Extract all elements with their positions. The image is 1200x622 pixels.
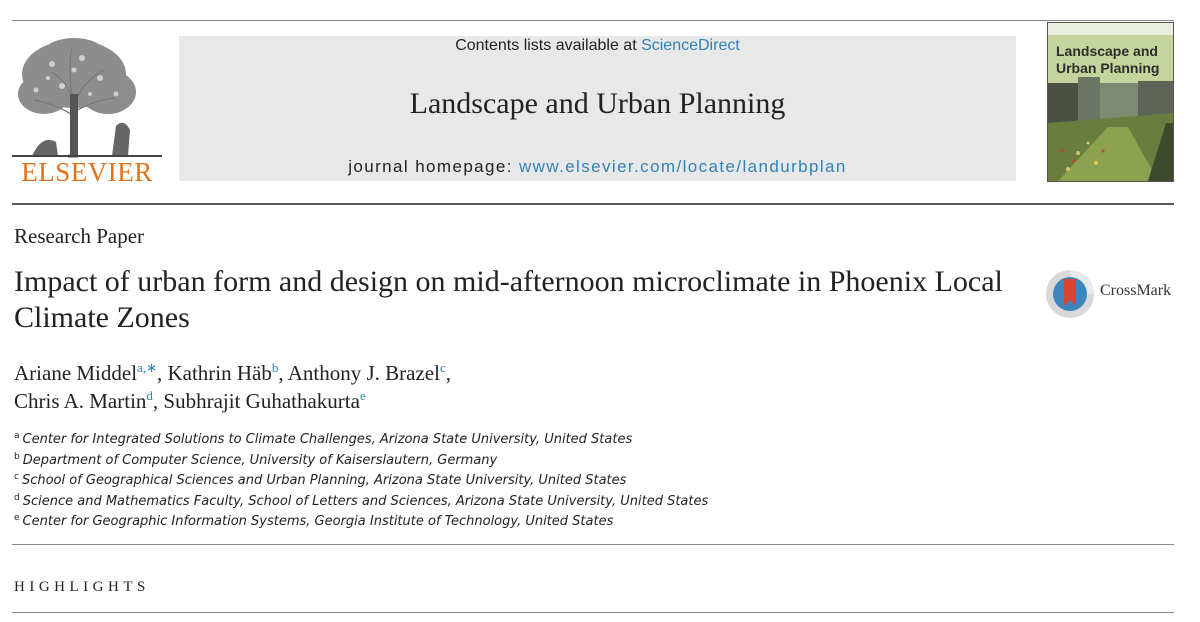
article-title: Impact of urban form and design on mid-afternoon microclimate in Phoenix Local Climate Zones — [14, 265, 1003, 334]
affiliation-item: $^a$ Center for Integrated Solutions to Climate Challenges, Arizona State University, United States — [14, 431, 633, 447]
author[interactable]: Anthony J. Brazel$^c$ — [287, 360, 446, 385]
header-bottom-rule — [12, 203, 1174, 205]
author-affiliation-mark[interactable]: c — [439, 360, 446, 375]
author[interactable]: Ariane Middel$^{a,∗}$ — [14, 360, 157, 385]
section-divider-bottom — [12, 612, 1174, 613]
crossmark-badge[interactable] — [1044, 268, 1174, 318]
article-type: Research Paper — [14, 224, 145, 248]
cover-title: Landscape and Urban Planning — [1056, 43, 1160, 76]
section-divider — [12, 544, 1174, 545]
affiliation-list — [14, 428, 1014, 531]
affiliation-item: $^e$ Center for Geographic Information Systems, Georgia Institute of Technology, United States — [14, 513, 614, 529]
highlights-heading: HIGHLIGHTS — [14, 579, 150, 595]
author-list: Ariane Middel$^{a,∗}$, Kathrin Häb$^b$, Anthony J. Brazel$^c$, Chris A. Martin$^d$, Subhrajit Guhathakurta$^e$ — [14, 360, 451, 413]
author-affiliation-mark[interactable]: d — [146, 388, 153, 403]
header-top-rule — [12, 20, 1174, 21]
homepage-label: journal homepage: — [348, 157, 519, 176]
author-affiliation-mark[interactable]: b — [271, 360, 279, 375]
affiliation-item: $^b$ Department of Computer Science, University of Kaiserslautern, Germany — [14, 451, 498, 468]
contents-line — [179, 36, 1016, 56]
affiliation-item: $^d$ Science and Mathematics Faculty, School of Letters and Sciences, Arizona State University, United States — [14, 492, 709, 509]
sciencedirect-link[interactable]: ScienceDirect — [641, 37, 740, 54]
journal-title: Landscape and Urban Planning — [409, 87, 786, 120]
author[interactable]: Kathrin Häb$^b$ — [167, 360, 279, 385]
author[interactable]: Subhrajit Guhathakurta$^e$ — [163, 388, 366, 413]
crossmark-icon — [1044, 268, 1096, 320]
homepage-link[interactable]: www.elsevier.com/locate/landurbplan — [518, 157, 847, 176]
journal-banner — [179, 36, 1016, 181]
author-affiliation-mark[interactable]: a,∗ — [137, 360, 157, 375]
journal-cover-image — [1047, 22, 1174, 182]
contents-prefix: Contents lists available at — [455, 37, 642, 54]
author[interactable]: Chris A. Martin$^d$ — [14, 388, 153, 413]
affiliation-item: $^c$ School of Geographical Sciences and Urban Planning, Arizona State University, United States — [14, 472, 627, 488]
publisher-name: ELSEVIER — [21, 157, 153, 187]
homepage-line — [179, 156, 1016, 178]
crossmark-label: CrossMark — [1100, 282, 1172, 299]
author-affiliation-mark[interactable]: e — [359, 388, 366, 403]
